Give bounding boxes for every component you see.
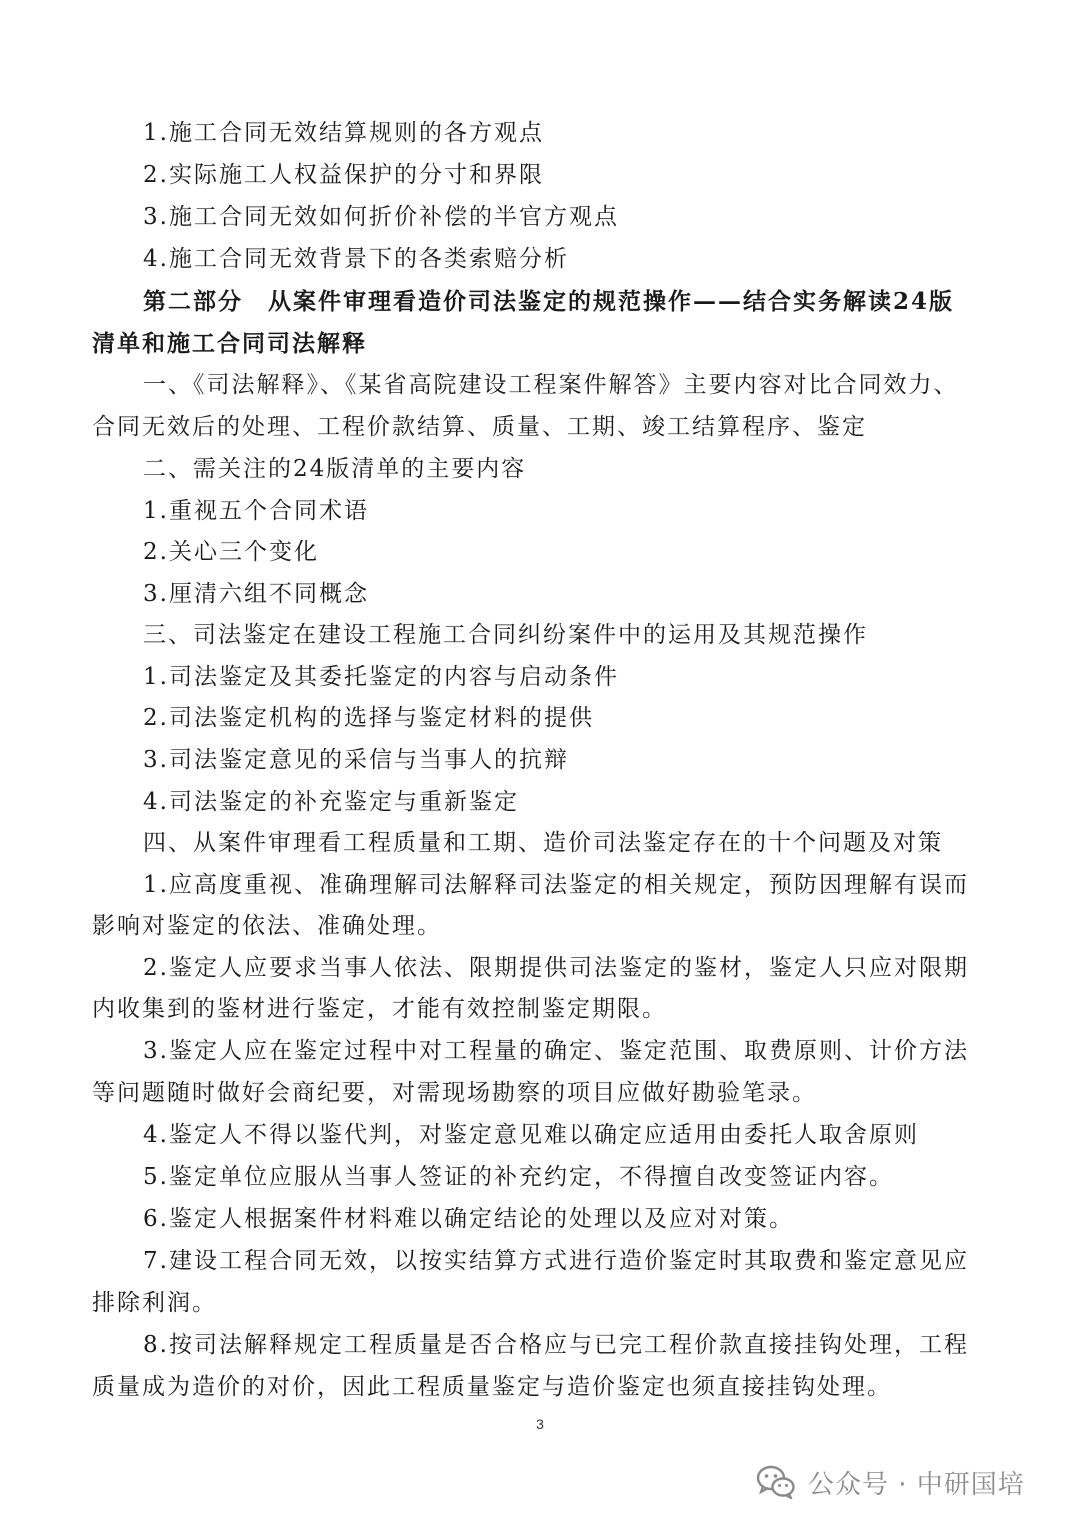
- text-line: 排除利润。: [92, 1290, 217, 1316]
- text-line: 1.司法鉴定及其委托鉴定的内容与启动条件: [143, 664, 619, 690]
- section-heading-continued: 清单和施工合同司法解释: [92, 330, 367, 357]
- text-line: 1.应高度重视、准确理解司法解释司法鉴定的相关规定，预防因理解有误而: [143, 872, 969, 898]
- text-line: 6.鉴定人根据案件材料难以确定结论的处理以及应对对策。: [143, 1206, 794, 1232]
- text-line: 2.实际施工人权益保护的分寸和界限: [143, 162, 544, 188]
- text-line: 4.鉴定人不得以鉴代判，对鉴定意见难以确定应适用由委托人取舍原则: [143, 1122, 919, 1148]
- text-line: 一、《司法解释》、《某省高院建设工程案件解答》主要内容对比合同效力、: [143, 372, 959, 398]
- text-line: 3.厘清六组不同概念: [143, 581, 369, 607]
- text-line: 4.司法鉴定的补充鉴定与重新鉴定: [143, 789, 519, 815]
- text-line: 5.鉴定单位应服从当事人签证的补充约定，不得擅自改变签证内容。: [143, 1164, 894, 1190]
- text-line: 合同无效后的处理、工程价款结算、质量、工期、竣工结算程序、鉴定: [92, 414, 867, 440]
- text-line: 1.施工合同无效结算规则的各方观点: [143, 120, 544, 146]
- text-line: 2.鉴定人应要求当事人依法、限期提供司法鉴定的鉴材，鉴定人只应对限期: [143, 955, 969, 981]
- text-line: 3.施工合同无效如何折价补偿的半官方观点: [143, 204, 619, 230]
- text-line: 2.司法鉴定机构的选择与鉴定材料的提供: [143, 705, 594, 731]
- section-heading: 第二部分 从案件审理看造价司法鉴定的规范操作——结合实务解读24版: [143, 288, 955, 315]
- text-line: 7.建设工程合同无效，以按实结算方式进行造价鉴定时其取费和鉴定意见应: [143, 1248, 969, 1274]
- watermark-text: 公众号 · 中研国培: [808, 1469, 1025, 1500]
- text-line: 2.关心三个变化: [143, 539, 319, 565]
- text-line: 等问题随时做好会商纪要，对需现场勘察的项目应做好勘验笔录。: [92, 1080, 817, 1106]
- wechat-icon: [756, 1465, 796, 1499]
- text-line: 4.施工合同无效背景下的各类索赔分析: [143, 246, 569, 272]
- text-line: 影响对鉴定的依法、准确处理。: [92, 913, 442, 939]
- text-line: 质量成为造价的对价，因此工程质量鉴定与造价鉴定也须直接挂钩处理。: [92, 1374, 892, 1400]
- text-line: 3.鉴定人应在鉴定过程中对工程量的确定、鉴定范围、取费原则、计价方法: [143, 1038, 969, 1064]
- watermark: [756, 1462, 1025, 1502]
- text-line: 三、司法鉴定在建设工程施工合同纠纷案件中的运用及其规范操作: [143, 622, 868, 648]
- page-number: 3: [536, 1416, 544, 1432]
- text-line: 3.司法鉴定意见的采信与当事人的抗辩: [143, 747, 569, 773]
- text-line: 1.重视五个合同术语: [143, 498, 369, 524]
- text-line: 内收集到的鉴材进行鉴定，才能有效控制鉴定期限。: [92, 996, 667, 1022]
- text-line: 四、从案件审理看工程质量和工期、造价司法鉴定存在的十个问题及对策: [143, 830, 943, 856]
- text-line: 二、需关注的24版清单的主要内容: [143, 456, 527, 482]
- text-line: 8.按司法解释规定工程质量是否合格应与已完工程价款直接挂钩处理，工程: [143, 1332, 969, 1358]
